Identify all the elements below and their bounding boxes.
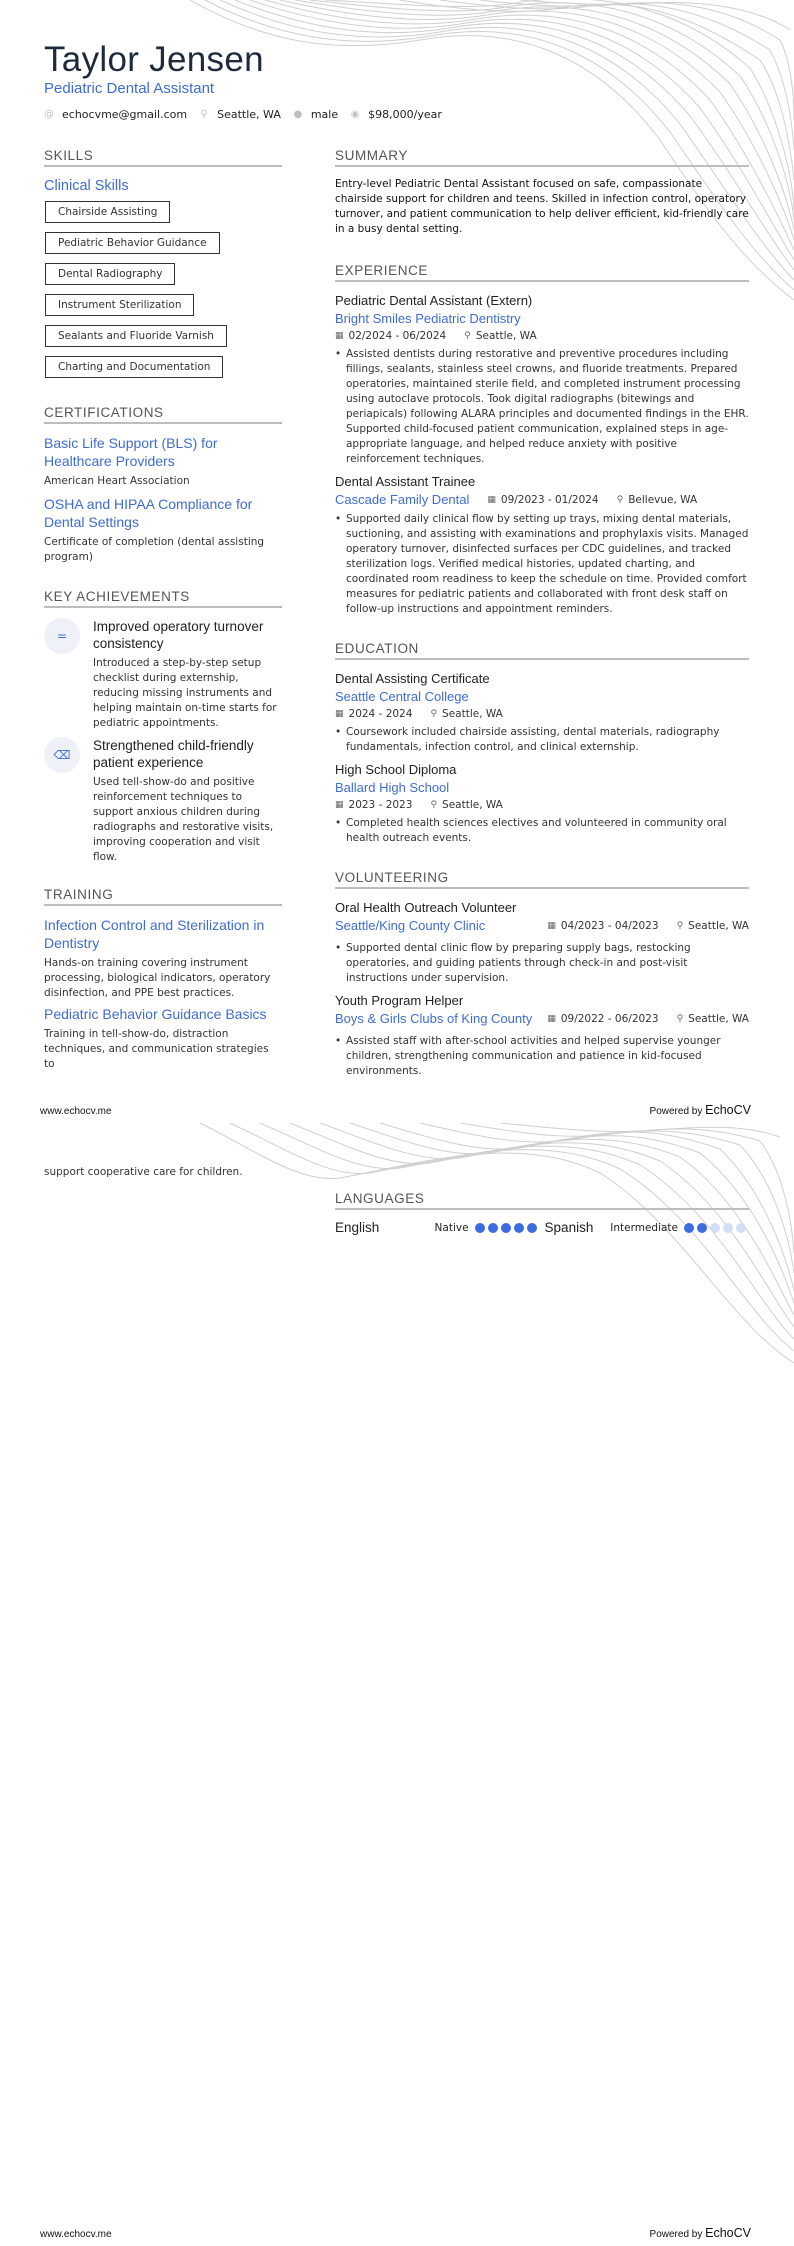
employer: Cascade Family Dental bbox=[335, 492, 470, 507]
proficiency-dots bbox=[475, 1223, 540, 1233]
skill-tag: Charting and Documentation bbox=[45, 356, 223, 378]
page-footer bbox=[40, 2226, 751, 2240]
skills-list bbox=[44, 201, 282, 387]
location-pin-icon: ⚲ bbox=[676, 1014, 684, 1024]
brand-logo: EchoCV bbox=[705, 1103, 751, 1117]
skills-section bbox=[44, 148, 282, 387]
calendar-icon: ▦ bbox=[547, 1014, 556, 1024]
location-pin-icon: ⚲ bbox=[616, 495, 624, 505]
language-level: Native bbox=[434, 1221, 469, 1234]
achievement-item bbox=[44, 737, 282, 865]
job-bullet: • Assisted dentists during restorative and preventive procedures including fillings, sealants, stainless steel crowns, and fluoride treatments. Prepared operatories, maintained sterile field, and completed instrument processing using autoclave protocols. Took digital radiographs (bitewings and periapicals) following ALARA principles and documented findings in the EHR. Supported child-focused patient communication, explained steps in age-appropriate language, and helped reduce anxiety with positive reinforcement techniques. bbox=[335, 348, 749, 465]
contact-row bbox=[44, 108, 454, 121]
training-description-continued: support cooperative care for children. bbox=[44, 1166, 243, 1178]
dot-filled bbox=[684, 1223, 694, 1233]
volunteer-org: Seattle/King County Clinic bbox=[335, 918, 486, 933]
achievement-title: Strengthened child-friendly patient experience bbox=[93, 738, 254, 770]
proficiency-dots bbox=[684, 1223, 749, 1233]
volunteer-role: Oral Health Outreach Volunteer bbox=[335, 900, 517, 915]
right-column bbox=[335, 148, 749, 1079]
education-item bbox=[335, 670, 749, 755]
education-bullet: • Completed health sciences electives and volunteered in community oral health outreach events. bbox=[335, 817, 727, 844]
dot-filled bbox=[514, 1223, 524, 1233]
certifications-section bbox=[44, 405, 282, 565]
education-section bbox=[335, 641, 749, 846]
calendar-icon: ▦ bbox=[547, 921, 556, 931]
achievements-section bbox=[44, 589, 282, 865]
section-heading: EXPERIENCE bbox=[335, 263, 749, 282]
volunteer-bullet: • Assisted staff with after-school activities and helped supervise younger children, strengthening communication and patience in kid-focused environments. bbox=[335, 1035, 721, 1077]
volunteer-role: Youth Program Helper bbox=[335, 993, 464, 1008]
degree: Dental Assisting Certificate bbox=[335, 671, 490, 686]
volunteering-item bbox=[335, 899, 749, 986]
training-name: Infection Control and Sterilization in Dentistry bbox=[44, 917, 265, 951]
training-description: Training in tell-show-do, distraction techniques, and communication strategies to bbox=[44, 1028, 269, 1070]
volunteer-bullet: • Supported dental clinic flow by preparing supply bags, restocking operatories, and guiding patients through check-in and post-visit instructions under supervision. bbox=[335, 942, 691, 984]
skill-tag: Instrument Sterilization bbox=[45, 294, 194, 316]
training-name: Pediatric Behavior Guidance Basics bbox=[44, 1006, 267, 1022]
job-meta: ▦ 09/2023 - 01/2024 ⚲ Bellevue, WA bbox=[487, 494, 698, 506]
summary-section bbox=[335, 148, 749, 237]
contact-location: ⚲ Seattle, WA bbox=[200, 108, 281, 121]
dot-filled bbox=[501, 1223, 511, 1233]
left-column bbox=[44, 148, 282, 1072]
contact-email[interactable]: @ echocvme@gmail.com bbox=[44, 108, 188, 121]
calendar-icon: ▦ bbox=[335, 800, 344, 810]
certification-issuer: American Heart Association bbox=[44, 475, 190, 487]
location-pin-icon: ⚲ bbox=[430, 709, 438, 719]
candidate-name: Taylor Jensen bbox=[44, 40, 264, 79]
volunteer-meta: ▦ 04/2023 - 04/2023 ⚲ Seattle, WA bbox=[547, 920, 749, 932]
degree: High School Diploma bbox=[335, 762, 457, 777]
section-heading: EDUCATION bbox=[335, 641, 749, 660]
job-title: Dental Assistant Trainee bbox=[335, 474, 476, 489]
achievement-description: Introduced a step-by-step setup checklist during externship, reducing missing instruments and helping maintain on-time starts for pediatric appointments. bbox=[93, 657, 277, 729]
achievement-item bbox=[44, 618, 282, 731]
section-heading: LANGUAGES bbox=[335, 1191, 749, 1210]
footer-site-link[interactable]: www.echocv.me bbox=[40, 1106, 112, 1117]
job-bullet: • Supported daily clinical flow by setting up trays, mixing dental materials, suctioning, and assisting with examinations and prophylaxis visits. Managed operatory turnover, disinfected surfaces per CDC guidelines, and tracked sterilization logs. Verified medical histories, updated charting, and coordinated room readiness to keep the schedule on time. Provided comfort measures for pediatric patients and collaborated with front desk staff on follow-up instructions and appointment reminders. bbox=[335, 513, 749, 615]
section-heading: KEY ACHIEVEMENTS bbox=[44, 589, 282, 608]
certification-issuer: Certificate of completion (dental assisting program) bbox=[44, 536, 265, 563]
certification-name: OSHA and HIPAA Compliance for Dental Settings bbox=[44, 496, 253, 530]
dot-empty bbox=[723, 1223, 733, 1233]
education-item bbox=[335, 761, 749, 846]
languages-section bbox=[335, 1191, 749, 1235]
experience-item bbox=[335, 473, 749, 617]
dot-empty bbox=[736, 1223, 746, 1233]
education-bullet: • Coursework included chairside assisting, dental materials, radiography fundamentals, infection control, and clinical externship. bbox=[335, 726, 720, 753]
experience-item bbox=[335, 292, 749, 467]
section-heading: VOLUNTEERING bbox=[335, 870, 749, 889]
language-level: Intermediate bbox=[610, 1221, 678, 1234]
skill-tag: Chairside Assisting bbox=[45, 201, 170, 223]
summary-text: Entry-level Pediatric Dental Assistant focused on safe, compassionate chairside support for children and teens. Skilled in infection control, operatory turnover, and patient communication to help deliver efficient, kid-friendly care in a busy dental setting. bbox=[335, 178, 749, 235]
skill-tag: Pediatric Behavior Guidance bbox=[45, 232, 220, 254]
section-heading: TRAINING bbox=[44, 887, 282, 906]
person-icon: ● bbox=[293, 109, 303, 120]
volunteer-meta: ▦ 09/2022 - 06/2023 ⚲ Seattle, WA bbox=[547, 1013, 749, 1025]
brand-logo: EchoCV bbox=[705, 2226, 751, 2240]
volunteering-section bbox=[335, 870, 749, 1079]
candidate-title: Pediatric Dental Assistant bbox=[44, 80, 215, 97]
school: Seattle Central College bbox=[335, 689, 469, 704]
education-meta: ▦ 2023 - 2023 ⚲ Seattle, WA bbox=[335, 799, 503, 811]
certification-name: Basic Life Support (BLS) for Healthcare Providers bbox=[44, 435, 218, 469]
contact-gender: ● male bbox=[293, 108, 339, 121]
location-pin-icon: ⚲ bbox=[676, 921, 684, 931]
footer-powered-by: Powered by EchoCV bbox=[649, 2226, 751, 2240]
achievement-title: Improved operatory turnover consistency bbox=[93, 619, 264, 651]
training-section bbox=[44, 887, 282, 1072]
section-heading: CERTIFICATIONS bbox=[44, 405, 282, 424]
skill-tag: Dental Radiography bbox=[45, 263, 175, 285]
language-name: Spanish bbox=[544, 1220, 594, 1235]
skill-tag: Sealants and Fluoride Varnish bbox=[45, 325, 227, 347]
employer: Bright Smiles Pediatric Dentistry bbox=[335, 311, 521, 326]
resume-page-2 bbox=[0, 1123, 794, 2246]
education-meta: ▦ 2024 - 2024 ⚲ Seattle, WA bbox=[335, 708, 503, 720]
contact-salary: ◉ $98,000/year bbox=[350, 108, 442, 121]
backspace-icon: ⌫ bbox=[44, 737, 80, 773]
achievement-description: Used tell-show-do and positive reinforcement techniques to support anxious children during radiographs and restorative visits, improving cooperation and visit flow. bbox=[93, 776, 274, 863]
section-heading: SUMMARY bbox=[335, 148, 749, 167]
skill-group-title: Clinical Skills bbox=[44, 178, 129, 194]
languages-list bbox=[335, 1220, 749, 1235]
at-icon: @ bbox=[44, 109, 54, 120]
location-pin-icon: ⚲ bbox=[464, 331, 471, 341]
dot-filled bbox=[697, 1223, 707, 1233]
volunteer-org: Boys & Girls Clubs of King County bbox=[335, 1011, 533, 1026]
dot-empty bbox=[710, 1223, 720, 1233]
section-heading: SKILLS bbox=[44, 148, 282, 167]
dot-filled bbox=[488, 1223, 498, 1233]
equals-icon: = bbox=[44, 618, 80, 654]
calendar-icon: ▦ bbox=[335, 709, 344, 719]
experience-section bbox=[335, 263, 749, 617]
location-pin-icon: ⚲ bbox=[430, 800, 438, 810]
page-footer bbox=[40, 1103, 751, 1117]
dot-filled bbox=[527, 1223, 537, 1233]
job-meta: ▦ 02/2024 - 06/2024 ⚲ Seattle, WA bbox=[335, 330, 537, 342]
calendar-icon: ▦ bbox=[335, 331, 344, 341]
dot-filled bbox=[475, 1223, 485, 1233]
calendar-icon: ▦ bbox=[487, 495, 496, 505]
volunteering-item bbox=[335, 992, 749, 1079]
training-description: Hands-on training covering instrument processing, biological indicators, operatory disinfection, and PPE best practices. bbox=[44, 957, 271, 999]
footer-powered-by: Powered by EchoCV bbox=[649, 1103, 751, 1117]
location-pin-icon: ⚲ bbox=[200, 109, 208, 120]
job-title: Pediatric Dental Assistant (Extern) bbox=[335, 293, 533, 308]
school: Ballard High School bbox=[335, 780, 450, 795]
language-name: English bbox=[335, 1220, 380, 1235]
footer-site-link[interactable]: www.echocv.me bbox=[40, 2229, 112, 2240]
money-icon: ◉ bbox=[350, 109, 360, 120]
